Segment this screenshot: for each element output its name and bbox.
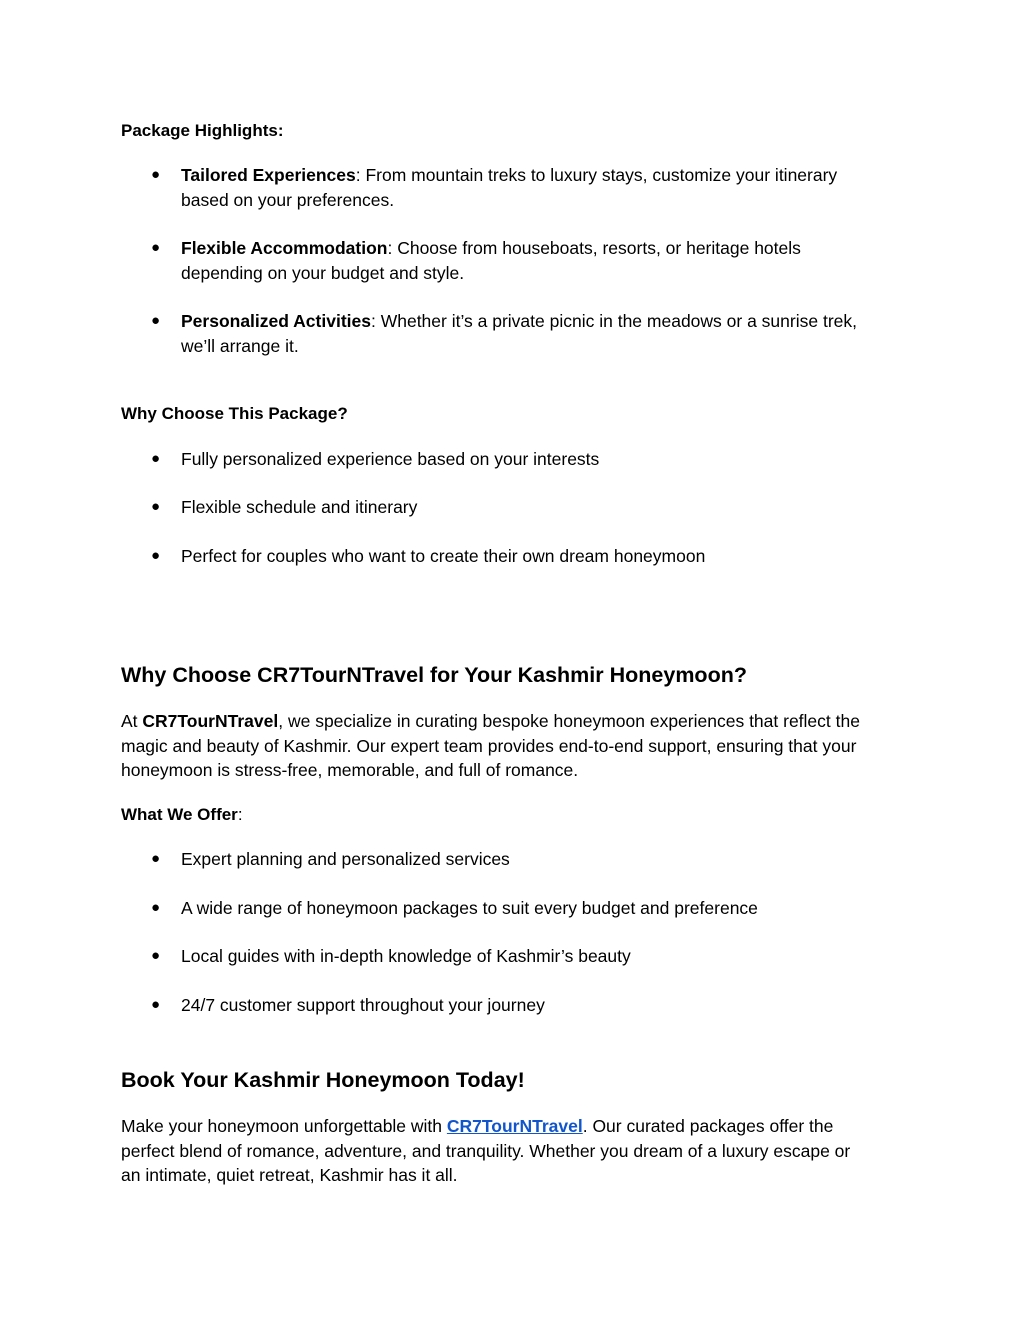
list-item: ● Flexible Accommodation: Choose from houseboats, resorts, or heritage hotels depending on your budget and style. [151,238,801,283]
list-item: ● Flexible schedule and itinerary [151,495,911,520]
list-item: ● Expert planning and personalized services [151,847,911,872]
bullet-icon: ● [151,450,161,467]
bullet-icon: ● [151,239,161,256]
bullet-icon: ● [151,547,161,564]
book-paragraph: Make your honeymoon unforgettable with CR7TourNTravel. Our curated packages offer the perfect blend of romance, adventure, and tranquility. Whether you dream of a luxury escape or an intimate, quiet retreat, Kashmir has it all. [121,1116,851,1185]
list-item-title: Tailored Experiences [181,165,356,185]
list-item: ● A wide range of honeymoon packages to suit every budget and preference [151,896,911,921]
why-company-paragraph: At CR7TourNTravel, we specialize in curating bespoke honeymoon experiences that reflect the magic and beauty of Kashmir. Our expert team provides end-to-end support, ensuring that your honeymoon is stress-free, memorable, and full of romance. [121,711,860,780]
list-item: ● Perfect for couples who want to create their own dream honeymoon [151,544,911,569]
why-package-heading: Why Choose This Package? [121,404,348,423]
bullet-icon: ● [151,850,161,867]
list-item: ● Tailored Experiences: From mountain treks to luxury stays, customize your itinerary based on your preferences. [151,165,838,210]
bullet-icon: ● [151,996,161,1013]
bullet-icon: ● [151,166,161,183]
list-item-title: Personalized Activities [181,311,371,331]
list-item: ● Local guides with in-depth knowledge of Kashmir’s beauty [151,944,911,969]
what-we-offer-label: What We Offer: [121,805,243,824]
why-company-heading: Why Choose CR7TourNTravel for Your Kashmir Honeymoon? [121,663,747,687]
brand-name: CR7TourNTravel [142,711,279,731]
bullet-icon: ● [151,899,161,916]
list-item: ● Personalized Activities: Whether it’s a private picnic in the meadows or a sunrise trek, we’ll arrange it. [151,311,857,356]
list-item: ● Fully personalized experience based on your interests [151,447,911,472]
bullet-icon: ● [151,947,161,964]
package-highlights-heading: Package Highlights: [121,121,284,140]
list-item-title: Flexible Accommodation [181,238,388,258]
book-heading: Book Your Kashmir Honeymoon Today! [121,1068,525,1092]
bullet-icon: ● [151,498,161,515]
cr7tourntravel-link[interactable]: CR7TourNTravel [446,1116,583,1136]
bullet-icon: ● [151,312,161,329]
list-item: ● 24/7 customer support throughout your journey [151,993,911,1018]
